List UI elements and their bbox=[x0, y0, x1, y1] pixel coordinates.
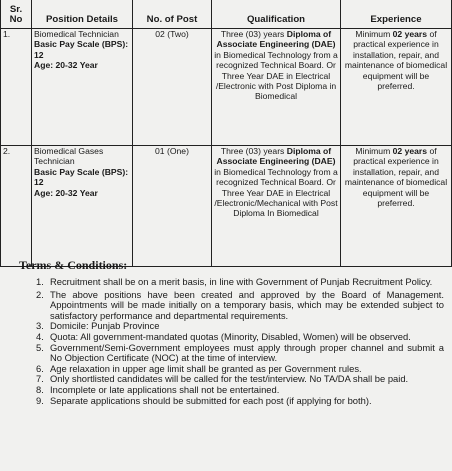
item-number: 2. bbox=[36, 288, 44, 300]
item-text: Incomplete or late applications shall not be entertained. bbox=[50, 383, 280, 395]
item-number: 5. bbox=[36, 341, 44, 353]
qualification-diploma: Diploma of Associate Engineering (DAE) bbox=[216, 146, 336, 167]
list-item bbox=[0, 343, 452, 364]
experience-details: of practical experience in installation, repair, and maintenance of biomedical equipment will be preferred. bbox=[344, 29, 448, 92]
qualification-cell bbox=[212, 29, 341, 146]
item-number: 3. bbox=[36, 320, 44, 332]
table-header-row bbox=[1, 0, 452, 29]
item-number: 6. bbox=[36, 362, 44, 374]
experience-details: of practical experience in installation, repair, and maintenance of biomedical equipment will be preferred. bbox=[344, 146, 448, 209]
list-item bbox=[0, 290, 452, 322]
list-item bbox=[0, 396, 452, 407]
item-text: Government/Semi-Government employees must apply through proper channel and submit a No Objection Certificate (NOC) at the time of interview. bbox=[50, 341, 444, 364]
qualification-details: in Biomedical Technology from a recognized Technical Board. Or Three Year DAE in Electrical /Electronic with Post Diploma in Biomedical bbox=[214, 49, 338, 102]
header-experience: Experience bbox=[341, 0, 452, 29]
item-number: 8. bbox=[36, 383, 44, 395]
experience-lead: Minimum bbox=[355, 146, 391, 156]
position-details-cell bbox=[32, 29, 133, 146]
terms-title: Terms & Conditions: bbox=[19, 258, 128, 272]
header-no-of-post: No. of Post bbox=[133, 0, 212, 29]
qualification-cell bbox=[212, 146, 341, 267]
item-number: 9. bbox=[36, 394, 44, 406]
pay-scale: Basic Pay Scale (BPS): 12 bbox=[34, 39, 129, 60]
qualification-lead: Three (03) years bbox=[220, 29, 285, 39]
item-number: 1. bbox=[36, 276, 44, 287]
row-sr-no: 1. bbox=[1, 29, 32, 146]
item-number: 4. bbox=[36, 330, 44, 342]
age-limit: Age: 20-32 Year bbox=[34, 60, 98, 71]
header-sr-no: Sr. No bbox=[1, 0, 32, 29]
experience-lead: Minimum bbox=[355, 29, 391, 39]
item-text: Quota: All government-mandated quotas (Minority, Disabled, Women) will be observed. bbox=[50, 330, 411, 342]
position-title: Biomedical Technician bbox=[34, 29, 119, 39]
experience-years: 02 years bbox=[392, 146, 428, 156]
no-of-post-cell: 02 (Two) bbox=[133, 29, 212, 146]
item-text: Only shortlisted candidates will be called for the test/interview. No TA/DA shall be paid. bbox=[50, 373, 409, 385]
row-sr-no: 2. bbox=[1, 146, 32, 267]
experience-years: 02 years bbox=[392, 29, 428, 39]
item-text: The above positions have been created and approved by the Board of Management. Appointments will be made initially on a temporary basis, which may be extended subject to satisfactory performance and departmental requirements. bbox=[50, 288, 444, 321]
pay-scale: Basic Pay Scale (BPS): 12 bbox=[34, 166, 129, 188]
list-item bbox=[0, 277, 452, 288]
terms-list bbox=[0, 277, 452, 406]
experience-cell bbox=[341, 146, 452, 267]
position-title: Biomedical Gases Technician bbox=[34, 146, 104, 167]
qualification-lead: Three (03) years bbox=[220, 146, 285, 156]
qualification-diploma: Diploma of Associate Engineering (DAE) bbox=[216, 29, 336, 50]
item-text: Domicile: Punjab Province bbox=[50, 320, 160, 332]
header-qualification: Qualification bbox=[212, 0, 341, 29]
table-row bbox=[1, 29, 452, 146]
item-text: Separate applications should be submitted for each post (if applying for both). bbox=[50, 394, 372, 406]
header-position-details: Position Details bbox=[32, 0, 133, 29]
table-row bbox=[1, 146, 452, 267]
item-number: 7. bbox=[36, 373, 44, 385]
item-text: Recruitment shall be on a merit basis, in line with Government of Punjab Recruitment Policy. bbox=[50, 276, 433, 287]
item-text: Age relaxation in upper age limit shall be granted as per Government rules. bbox=[50, 362, 362, 374]
age-limit: Age: 20-32 Year bbox=[34, 187, 98, 198]
no-of-post-cell: 01 (One) bbox=[133, 146, 212, 267]
experience-cell bbox=[341, 29, 452, 146]
qualification-details: in Biomedical Technology from a recognized Technical Board. Or Three Year DAE in Electrical /Electronic/Mechanical with Post Diploma In Biomedical bbox=[214, 166, 338, 219]
position-details-cell bbox=[32, 146, 133, 267]
